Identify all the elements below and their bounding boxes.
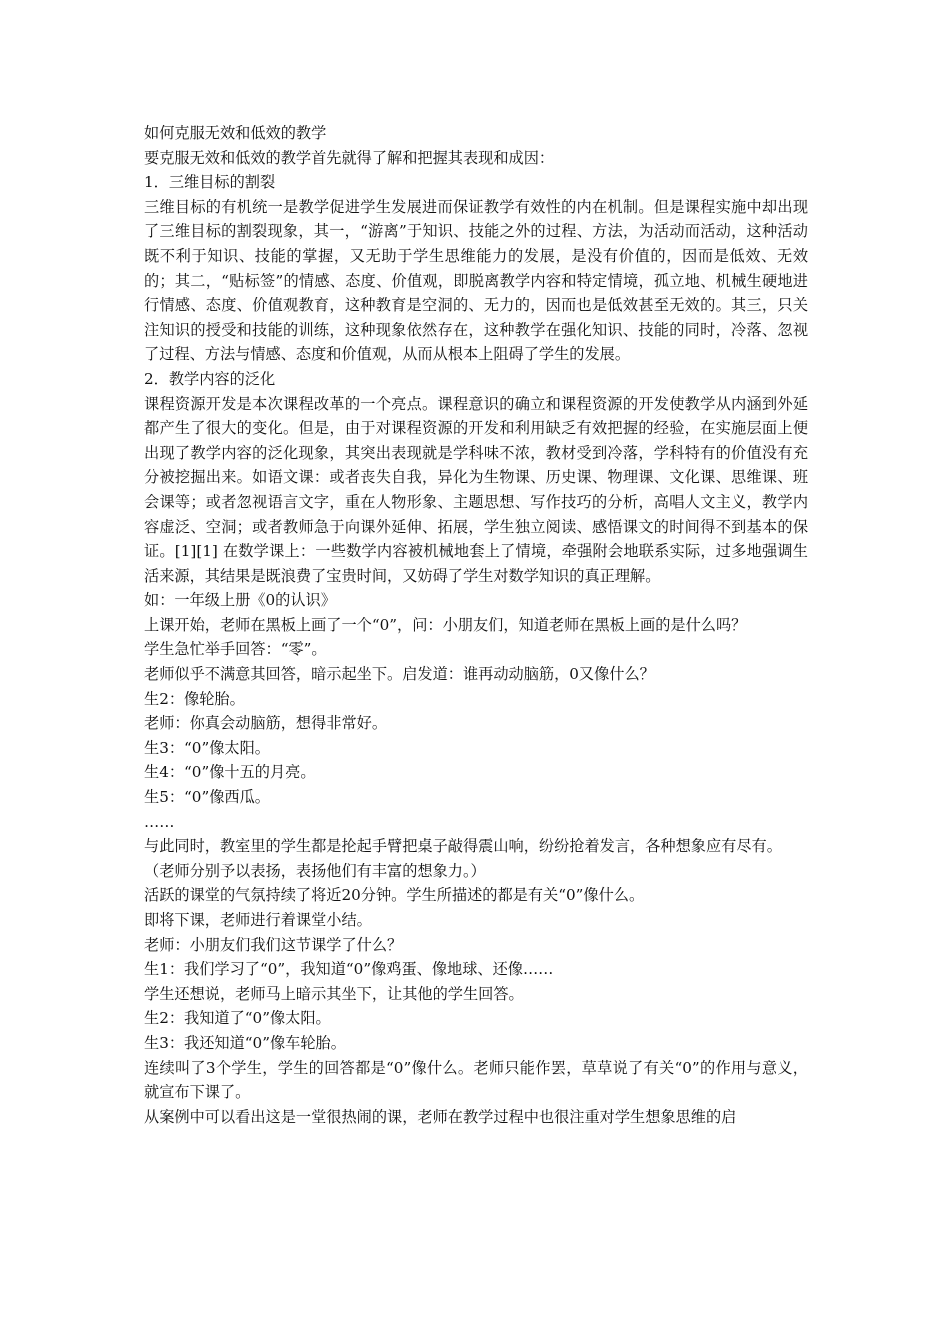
paragraph-example-line: 生3：我还知道“0”像车轮胎。: [144, 1033, 346, 1052]
paragraph-example-line: 生1：我们学习了“0”，我知道“0”像鸡蛋、像地球、还像……: [144, 960, 554, 979]
document-title: 如何克服无效和低效的教学: [144, 124, 327, 142]
paragraph-example-line: 生4：“0”像十五的月亮。: [144, 763, 316, 782]
paragraph-section-2: 课程资源开发是本次课程改革的一个亮点。课程意识的确立和课程资源的开发使教学从内涵到外延都产生了很大的变化。但是，由于对课程资源的开发和利用缺乏有效把握的经验，在实施层面上便出现了教学内容的泛化现象，其突出表现就是学科味不浓，教材受到冷落，学科特有的价值没有充分被挖掘出来。如语文课：或者丧失自我，异化为生物课、历史课、物理课、文化课、思维课、班会课等；或者忽视语言文字，重在人物形象、主题思想、写作技巧的分析，高唱人文主义，教学内容虚泛、空洞；或者教师急于向课外延伸、拓展，学生独立阅读、感悟课文的时间得不到基本的保证。[1][1] 在数学课上：一些数学内容被机械地套上了情境，牵强附会地联系实际，过多地强调生活来源，其结果是既浪费了宝贵时间，又妨碍了学生对数学知识的真正理解。: [144, 394, 808, 585]
paragraph-example-line: 老师似乎不满意其回答，暗示起坐下。启发道：谁再动动脑筋，0又像什么？: [144, 665, 655, 684]
paragraph-example-line: 学生急忙举手回答：“零”。: [144, 640, 327, 659]
paragraph-example-line: 活跃的课堂的气氛持续了将近20分钟。学生所描述的都是有关“0”像什么。: [144, 886, 645, 905]
example-heading: 如：一年级上册《0的认识》: [144, 591, 336, 610]
paragraph-example-line: 生2：我知道了“0”像太阳。: [144, 1009, 331, 1028]
paragraph-example-line: 老师：你真会动脑筋，想得非常好。: [144, 714, 387, 733]
paragraph-example-line: 老师：小朋友们我们这节课学了什么？: [144, 935, 403, 954]
paragraph-example-line: 即将下课，老师进行着课堂小结。: [144, 911, 372, 929]
section-heading-1: 1．三维目标的割裂: [144, 173, 276, 192]
paragraph-analysis: 从案例中可以看出这是一堂很热闹的课，老师在教学过程中也很注重对学生想象思维的启: [144, 1107, 737, 1126]
paragraph-example-line: （老师分别予以表扬，表扬他们有丰富的想象力。）: [144, 861, 486, 880]
paragraph-example-line: 生3：“0”像太阳。: [144, 738, 270, 757]
ellipsis-line: ……: [144, 812, 175, 831]
paragraph-example-line: 生5：“0”像西瓜。: [144, 788, 270, 807]
paragraph-example-line: 与此同时，教室里的学生都是抡起手臂把桌子敲得震山响，纷纷抢着发言，各种想象应有尽有。: [144, 837, 782, 856]
paragraph-section-1: 三维目标的有机统一是教学促进学生发展进而保证教学有效性的内在机制。但是课程实施中却出现了三维目标的割裂现象，其一，“游离”于知识、技能之外的过程、方法，为活动而活动，这种活动既不利于知识、技能的掌握，又无助于学生思维能力的发展，是没有价值的，因而是低效、无效的；其二，“贴标签”的情感、态度、价值观，即脱离教学内容和特定情境，孤立地、机械生硬地进行情感、态度、价值观教育，这种教育是空洞的、无力的，因而也是低效甚至无效的。其三，只关注知识的授受和技能的训练，这种现象依然存在，这种教学在强化知识、技能的同时，冷落、忽视了过程、方法与情感、态度和价值观，从而从根本上阻碍了学生的发展。: [144, 197, 808, 364]
paragraph-example-line: 生2：像轮胎。: [144, 689, 245, 708]
paragraph-example-line: 上课开始，老师在黑板上画了一个“0”，问：小朋友们，知道老师在黑板上画的是什么吗？: [144, 615, 747, 634]
paragraph-intro: 要克服无效和低效的教学首先就得了解和把握其表现和成因：: [144, 148, 555, 167]
paragraph-example-line: 连续叫了3个学生，学生的回答都是“0”像什么。老师只能作罢，草草说了有关“0”的作用与意义，就宣布下课了。: [144, 1058, 808, 1102]
section-heading-2: 2．教学内容的泛化: [144, 369, 276, 388]
document-page: [144, 121, 808, 1129]
paragraph-example-line: 学生还想说，老师马上暗示其坐下，让其他的学生回答。: [144, 984, 524, 1003]
